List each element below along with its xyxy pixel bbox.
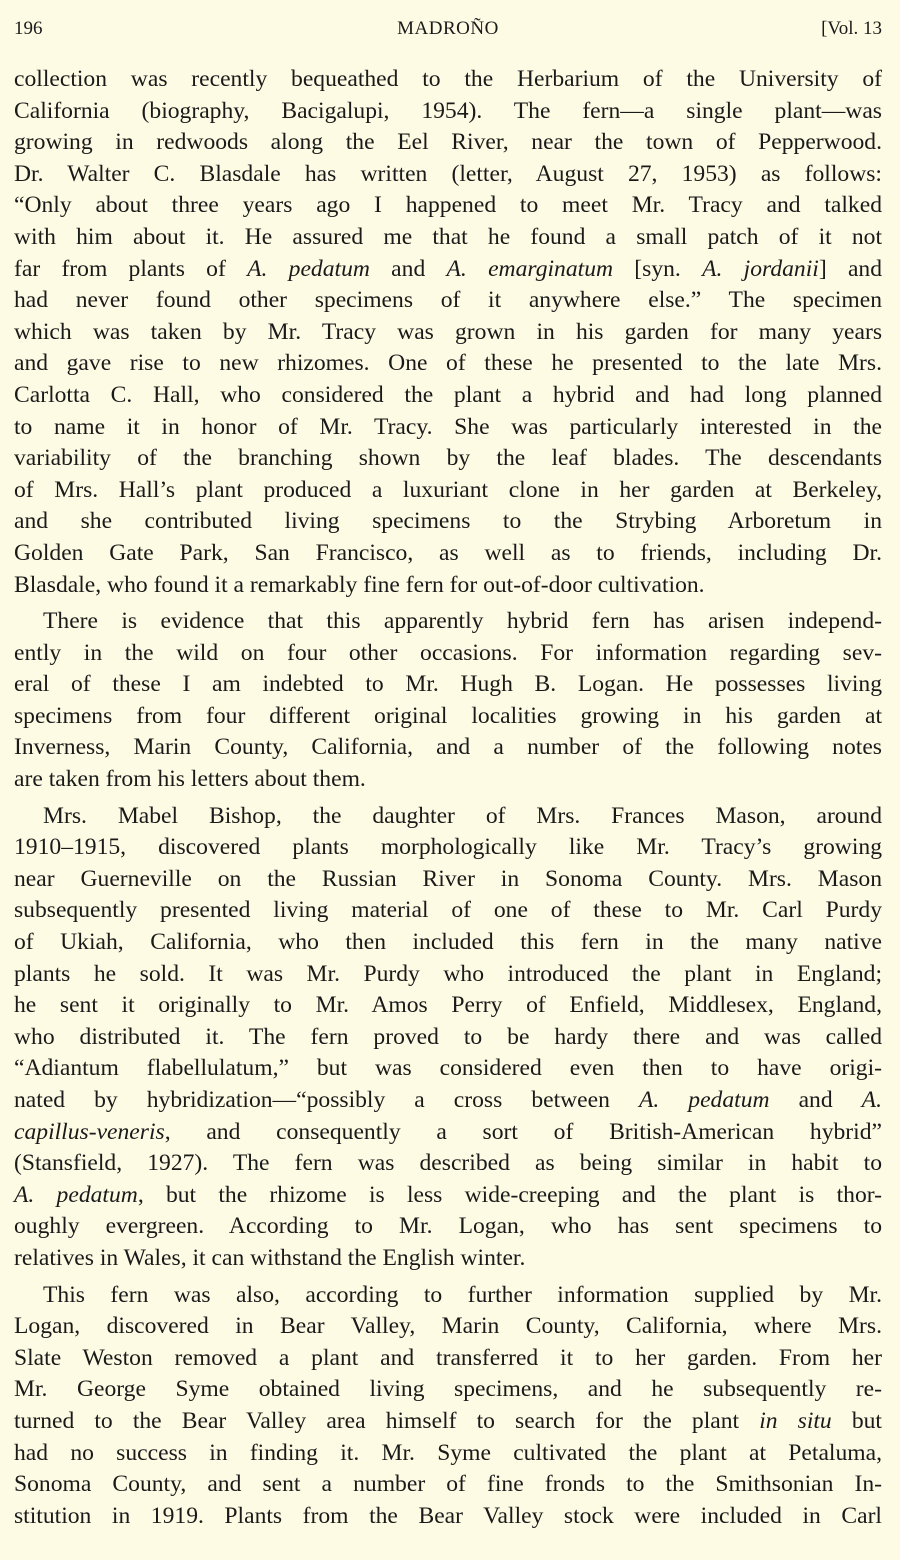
text-run: near Guerneville on the Russian River in Sonoma County. Mrs. Mason (14, 865, 882, 892)
document-page (14, 0, 883, 1529)
text-run: plants he sold. It was Mr. Purdy who introduced the plant in England; (14, 960, 882, 987)
text-run: and (769, 1087, 862, 1113)
text-run: and gave rise to new rhizomes. One of these he presented to the late Mrs. (14, 350, 882, 377)
text-line (14, 1148, 882, 1180)
text-run: he sent it originally to Mr. Amos Perry of Enfield, Middlesex, England, (14, 992, 882, 1019)
paragraph (14, 1280, 882, 1533)
text-line (14, 669, 882, 701)
body-text (14, 64, 882, 1532)
text-line (14, 801, 882, 833)
text-line (14, 1374, 882, 1406)
text-line (14, 317, 882, 349)
text-run: who distributed it. The fern proved to be hardy there and was called (14, 1023, 882, 1050)
text-run: “Adiantum flabellulatum,” but was considered even then to have origi- (14, 1055, 882, 1082)
text-run: 1910–1915, discovered plants morphologically like Mr. Tracy’s growing (14, 834, 882, 861)
text-run: to name it in honor of Mr. Tracy. She was particularly interested in the (14, 413, 882, 440)
text-line (14, 1211, 882, 1243)
paragraph (14, 606, 882, 796)
text-line (14, 701, 882, 733)
text-run: Inverness, Marin County, California, and a number of the following notes (14, 734, 882, 761)
text-run: [syn. (613, 255, 703, 282)
text-run: oughly evergreen. According to Mr. Logan, who has sent specimens to (14, 1213, 882, 1240)
text-line (14, 348, 882, 380)
text-line (14, 127, 882, 159)
text-run: California (biography, Bacigalupi, 1954). The fern—a single plant—was (14, 97, 882, 124)
text-run: Mrs. Mabel Bishop, the daughter of Mrs. Frances Mason, around (43, 802, 882, 829)
text-run: subsequently presented living material of one of these to Mr. Carl Purdy (14, 897, 882, 924)
text-run: stitution in 1919. Plants from the Bear Valley stock were included in Carl (14, 1502, 882, 1529)
text-run: eral of these I am indebted to Mr. Hugh B. Logan. He possesses living (14, 671, 882, 698)
text-line (14, 1053, 882, 1085)
text-line (14, 1280, 882, 1312)
text-line (14, 412, 882, 444)
text-run: relatives in Wales, it can withstand the English winter. (14, 1244, 526, 1271)
text-line (14, 1085, 882, 1117)
text-line (14, 380, 882, 412)
text-line (14, 570, 882, 602)
text-run: and she contributed living specimens to the Strybing Arboretum in (14, 508, 882, 535)
text-line (14, 606, 882, 638)
italic-term: A. emarginatum (446, 255, 614, 282)
text-run: ently in the wild on four other occasions. For information regarding sev- (14, 639, 882, 666)
italic-term: A. pedatum (638, 1087, 770, 1113)
volume-label: [Vol. 13 (821, 18, 882, 39)
text-line (14, 538, 882, 570)
text-line (14, 285, 882, 317)
italic-term: A. pedatum (14, 1181, 138, 1208)
text-run: , but the rhizome is less wide-creeping and the plant is thor- (137, 1181, 882, 1208)
text-run: are taken from his letters about them. (14, 766, 366, 793)
text-line (14, 1243, 882, 1275)
text-run: turned to the Bear Valley area himself to search for the plant (14, 1407, 760, 1434)
italic-term: A. (861, 1087, 882, 1113)
text-line (14, 190, 882, 222)
text-run: had never found other specimens of it anywhere else.” The specimen (14, 287, 882, 314)
text-run: variability of the branching shown by the leaf blades. The descendants (14, 445, 882, 472)
text-line (14, 1469, 882, 1501)
text-run: collection was recently bequeathed to the Herbarium of the University of (14, 66, 882, 92)
text-line (14, 1180, 882, 1212)
text-run: which was taken by Mr. Tracy was grown in his garden for many years (14, 318, 882, 345)
text-line (14, 864, 882, 896)
text-line (14, 1022, 882, 1054)
text-run: of Ukiah, California, who then included this fern in the many native (14, 929, 882, 956)
text-line (14, 1438, 882, 1470)
text-run: and (369, 255, 447, 282)
text-line (14, 96, 882, 128)
text-line (14, 927, 882, 959)
text-line (14, 990, 882, 1022)
text-line (14, 959, 882, 991)
text-run: There is evidence that this apparently hybrid fern has arisen independ- (43, 608, 882, 635)
text-run: far from plants of (14, 255, 248, 282)
text-line (14, 832, 882, 864)
journal-title: MADROÑO (397, 18, 499, 39)
text-line (14, 732, 882, 764)
running-head (14, 0, 882, 60)
page-number: 196 (14, 18, 43, 39)
text-line (14, 254, 882, 286)
italic-term: A. pedatum (247, 255, 370, 282)
text-run: Sonoma County, and sent a number of fine fronds to the Smithsonian In- (14, 1471, 882, 1498)
text-line (14, 1406, 882, 1438)
text-run: Dr. Walter C. Blasdale has written (letter, August 27, 1953) as follows: (14, 160, 882, 187)
text-line (14, 1501, 882, 1533)
text-run: ] and (818, 255, 883, 282)
text-run: nated by hybridization—“possibly a cross between (14, 1087, 639, 1113)
italic-term: capillus-veneris (14, 1118, 165, 1145)
text-line (14, 159, 882, 191)
text-line (14, 443, 882, 475)
text-run: of Mrs. Hall’s plant produced a luxuriant clone in her garden at Berkeley, (14, 476, 882, 503)
text-run: Carlotta C. Hall, who considered the plant a hybrid and had long planned (14, 381, 882, 408)
text-run: (Stansfield, 1927). The fern was described as being similar in habit to (14, 1150, 882, 1177)
text-line (14, 895, 882, 927)
text-line (14, 1117, 882, 1149)
text-run: Mr. George Syme obtained living specimens, and he subsequently re- (14, 1376, 882, 1403)
text-line (14, 64, 882, 96)
text-run: Blasdale, who found it a remarkably fine fern for out-of-door cultivation. (14, 571, 705, 598)
text-run: growing in redwoods along the Eel River, near the town of Pepperwood. (14, 129, 882, 156)
text-run: , and consequently a sort of British-American hybrid” (164, 1118, 882, 1145)
text-line (14, 638, 882, 670)
text-line (14, 475, 882, 507)
text-run: with him about it. He assured me that he found a small patch of it not (14, 223, 882, 250)
italic-term: in situ (759, 1407, 832, 1434)
paragraph (14, 64, 882, 601)
text-line (14, 1343, 882, 1375)
text-line (14, 506, 882, 538)
text-run: Slate Weston removed a plant and transferred it to her garden. From her (14, 1344, 882, 1371)
text-run: but (831, 1407, 882, 1434)
text-run: specimens from four different original localities growing in his garden at (14, 702, 882, 729)
text-run: had no success in finding it. Mr. Syme cultivated the plant at Petaluma, (14, 1439, 882, 1466)
text-run: Logan, discovered in Bear Valley, Marin County, California, where Mrs. (14, 1313, 882, 1340)
text-line (14, 222, 882, 254)
text-line (14, 1311, 882, 1343)
italic-term: A. jordanii (702, 255, 819, 282)
text-line (14, 764, 882, 796)
text-run: Golden Gate Park, San Francisco, as well as to friends, including Dr. (14, 539, 882, 566)
paragraph (14, 801, 882, 1275)
text-run: “Only about three years ago I happened to meet Mr. Tracy and talked (14, 192, 882, 219)
text-run: This fern was also, according to further information supplied by Mr. (43, 1281, 882, 1308)
